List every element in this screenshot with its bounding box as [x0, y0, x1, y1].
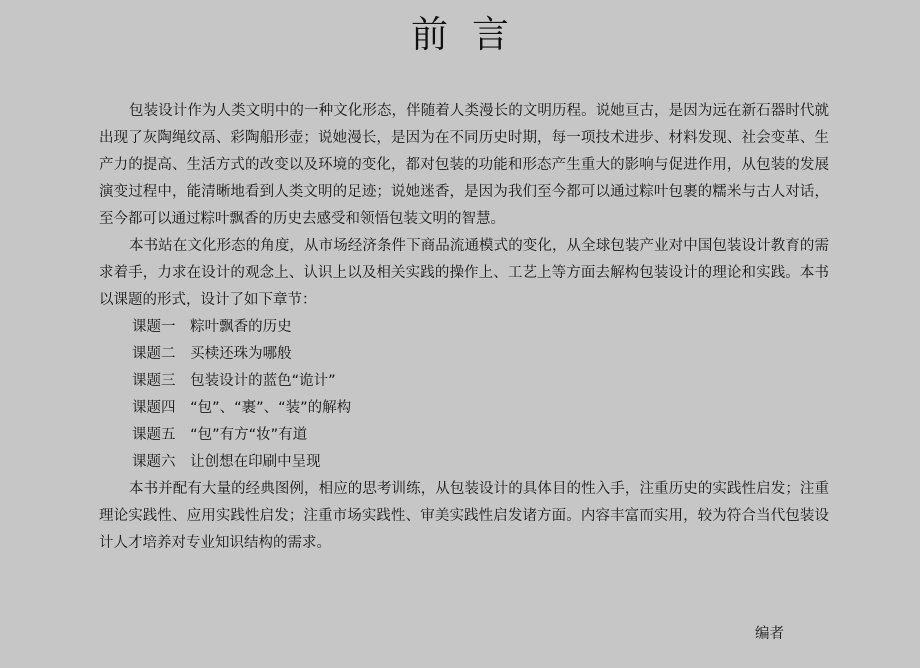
chapter-item [99, 449, 829, 476]
chapter-title: “包”有方“妆”有道 [190, 427, 308, 443]
chapter-number: 课题三 [132, 373, 176, 389]
editor-signature: 编者 [755, 626, 784, 642]
chapter-number: 课题四 [132, 400, 176, 416]
chapter-item [99, 395, 829, 422]
closing-paragraph: 本书并配有大量的经典图例，相应的思考训练，从包装设计的具体目的性入手，注重历史的实践性启发；注重理论实践性、应用实践性启发；注重市场实践性、审美实践性启发诸方面。内容丰富而实用，较为符合当代包装设计人才培养对专业知识结构的需求。 [99, 481, 829, 551]
chapter-item [99, 422, 829, 449]
preface-body [99, 98, 829, 557]
chapter-item [99, 368, 829, 395]
chapter-title: 买椟还珠为哪般 [190, 346, 292, 362]
chapter-title: 让创想在印刷中呈现 [190, 454, 321, 470]
chapter-number: 课题五 [132, 427, 176, 443]
chapter-number: 课题一 [132, 319, 176, 335]
chapter-title: 粽叶飘香的历史 [190, 319, 292, 335]
chapter-item [99, 341, 829, 368]
book-overview-paragraph: 本书站在文化形态的角度，从市场经济条件下商品流通模式的变化，从全球包装产业对中国包装设计教育的需求着手，力求在设计的观念上、认识上以及相关实践的操作上、工艺上等方面去解构包装设计的理论和实践。本书以课题的形式，设计了如下章节： [99, 238, 829, 308]
chapter-list [99, 314, 829, 476]
chapter-title: “包”、“裹”、“装”的解构 [190, 400, 352, 416]
chapter-number: 课题二 [132, 346, 176, 362]
chapter-item [99, 314, 829, 341]
intro-paragraph: 包装设计作为人类文明中的一种文化形态，伴随着人类漫长的文明历程。说她亘古，是因为远在新石器时代就出现了灰陶绳纹鬲、彩陶船形壶；说她漫长，是因为在不同历史时期，每一项技术进步、材料发现、社会变革、生产力的提高、生活方式的改变以及环境的变化，都对包装的功能和形态产生重大的影响与促进作用，从包装的发展演变过程中，能清晰地看到人类文明的足迹；说她迷香，是因为我们至今都可以通过粽叶包裹的糯米与古人对话，至今都可以通过粽叶飘香的历史去感受和领悟包装文明的智慧。 [99, 103, 829, 227]
page-title: 前言 [411, 13, 533, 56]
chapter-number: 课题六 [132, 454, 176, 470]
chapter-title: 包装设计的蓝色“诡计” [190, 373, 336, 389]
